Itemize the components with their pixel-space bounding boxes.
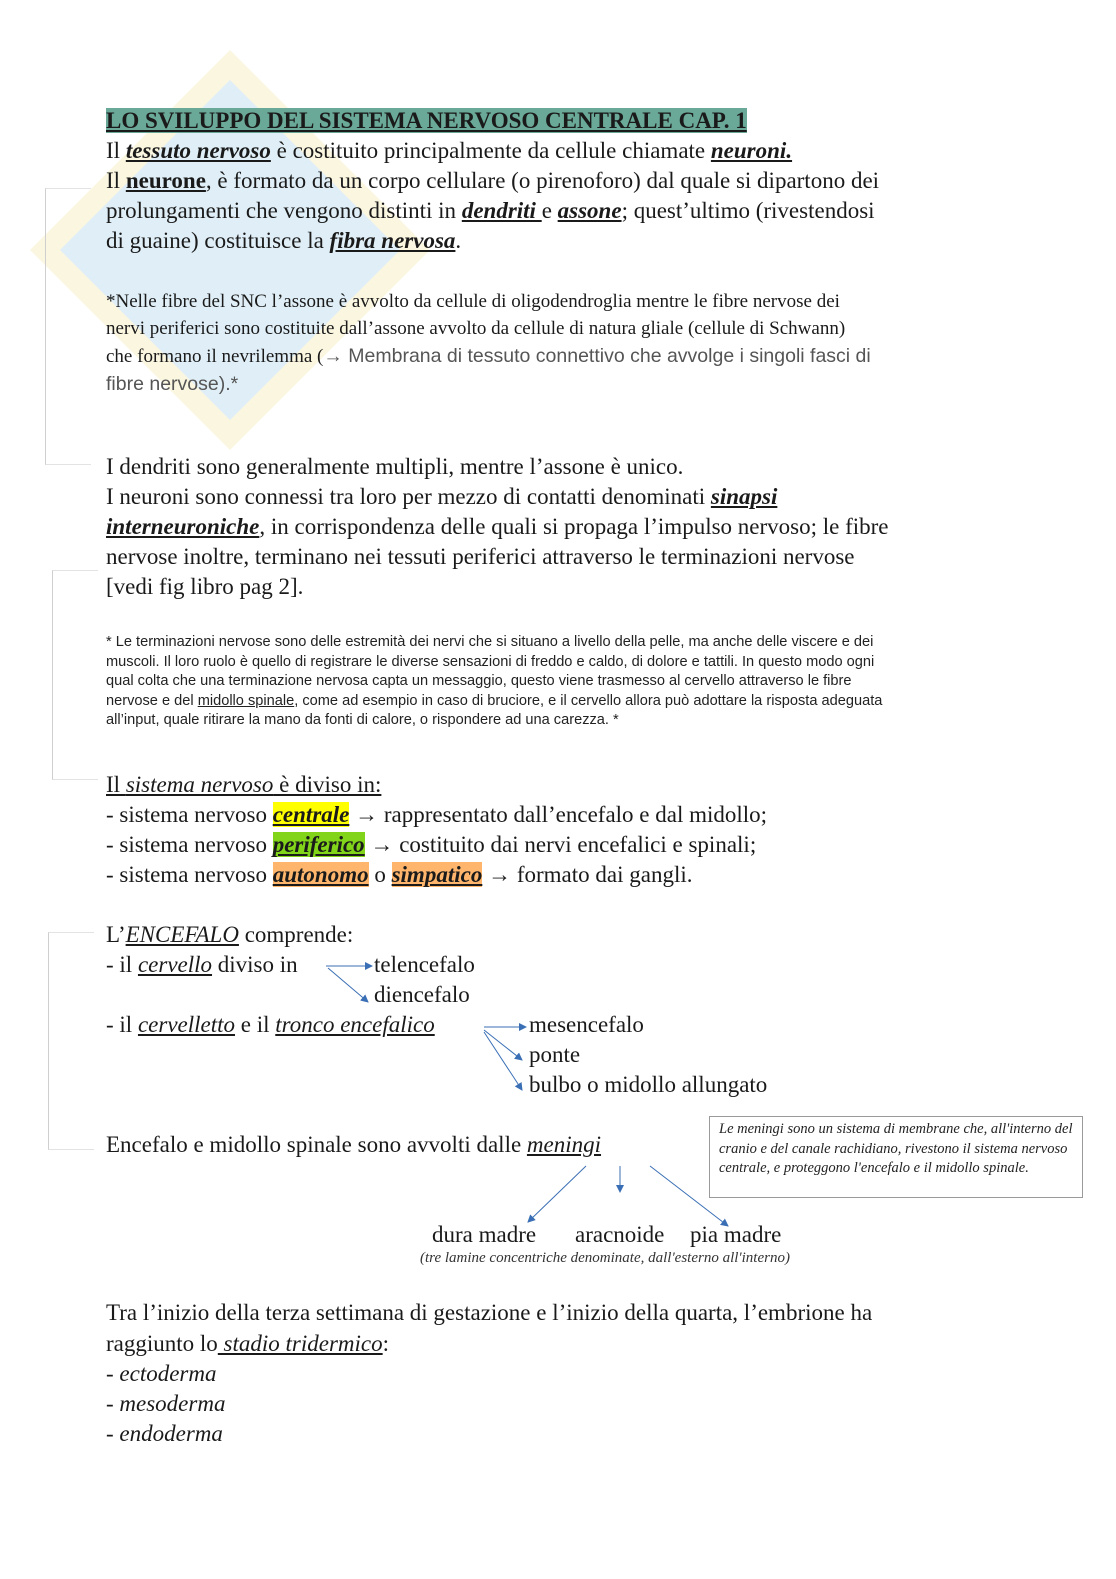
embrione-line1: Tra l’inizio della terza settimana di gestazione e l’inizio della quarta, l’embrione ha [106, 1300, 873, 1325]
note2-line4: nervose e del midollo spinale, come ad esempio in caso di bruciore, e il cervello allora può adottare la risposta adeguata [106, 693, 883, 709]
note2-line3: qual colta che una terminazione nervosa capta un messaggio, questo viene trasmesso al cervello attraverso le fibre [106, 673, 852, 689]
arrow-to-bulbo [484, 1032, 522, 1090]
note1-line1: *Nelle fibre del SNC l’assone è avvolto da cellule di oligodendroglia mentre le fibre nervose dei [106, 291, 840, 312]
meninge-aracnoide: aracnoide [575, 1222, 665, 1247]
arrow-to-dura-madre [528, 1166, 586, 1222]
para1-line1: Il tessuto nervoso è costituito principalmente da cellule chiamate neuroni. [106, 138, 793, 163]
embrione-endoderma: - endoderma [106, 1421, 223, 1446]
para1-line2: Il neurone, è formato da un corpo cellulare (o pirenoforo) dal quale si dipartono dei [106, 168, 880, 193]
para1-line3: prolungamenti che vengono distinti in dendriti e assone; quest’ultimo (rivestendosi [106, 198, 875, 223]
embrione-mesoderma: - mesoderma [106, 1391, 226, 1416]
para2-line2: I neuroni sono connessi tra loro per mezzo di contatti denominati sinapsi [106, 484, 778, 509]
para2-line4: nervose inoltre, terminano nei tessuti periferici attraverso le terminazioni nervose [106, 544, 855, 569]
meningi-definition-box: Le meningi sono un sistema di membrane che, all'interno del cranio e del canale rachidiano, rivestono il sistema nervoso centrale, e proteggono l'encefalo e il midollo spinale. [709, 1116, 1083, 1198]
meningi-caption: (tre lamine concentriche denominate, dall'esterno all'interno) [420, 1250, 790, 1266]
para2-line1: I dendriti sono generalmente multipli, mentre l’assone è unico. [106, 454, 684, 479]
encefalo-heading: L’ENCEFALO comprende: [106, 922, 354, 947]
division-heading: Il sistema nervoso è diviso in: [106, 772, 382, 797]
meningi-line: Encefalo e midollo spinale sono avvolti dalle meningi [106, 1132, 602, 1157]
encefalo-ponte: ponte [529, 1042, 581, 1067]
division-row-autonomic: - sistema nervoso autonomo o simpatico → formato dai gangli. [106, 862, 693, 887]
page-title: LO SVILUPPO DEL SISTEMA NERVOSO CENTRALE CAP. 1 [106, 108, 747, 133]
meninge-pia-madre: pia madre [690, 1222, 782, 1247]
para1-line4: di guaine) costituisce la fibra nervosa. [106, 228, 462, 253]
note2-line2: muscoli. Il loro ruolo è quello di registrare le diverse sensazioni di freddo e caldo, di dolore e tattili. In questo modo ogni [106, 654, 875, 670]
encefalo-mesencefalo: mesencefalo [529, 1012, 644, 1037]
encefalo-cervelletto: - il cervelletto e il tronco encefalico [106, 1012, 435, 1037]
note2-line5: all’input, quale ritirare la mano da fonti di calore, o rispondere ad una carezza. * [106, 712, 619, 728]
encefalo-diencefalo: diencefalo [374, 982, 470, 1007]
encefalo-cervello: - il cervello diviso in [106, 952, 298, 977]
encefalo-bulbo: bulbo o midollo allungato [529, 1072, 768, 1097]
note1-line4: fibre nervose).* [106, 373, 239, 395]
division-row-peripheral: - sistema nervoso periferico → costituito dai nervi encefalici e spinali; [106, 832, 757, 857]
para2-line5: [vedi fig libro pag 2]. [106, 574, 304, 599]
encefalo-telencefalo: telencefalo [374, 952, 475, 977]
note2-line1: * Le terminazioni nervose sono delle estremità dei nervi che si situano a livello della pelle, ma anche delle viscere e dei [106, 634, 874, 650]
note1-line3: che formano il nevrilemma (→ Membrana di tessuto connettivo che avvolge i singoli fasci di [106, 345, 871, 367]
arrow-to-diencefalo [328, 968, 368, 1002]
division-row-central: - sistema nervoso centrale → rappresentato dall’encefalo e dal midollo; [106, 802, 768, 827]
embrione-ectoderma: - ectoderma [106, 1361, 217, 1386]
para2-line3: interneuroniche, in corrispondenza delle quali si propaga l’impulso nervoso; le fibre [106, 514, 889, 539]
arrow-to-ponte [484, 1030, 522, 1060]
meninge-dura-madre: dura madre [432, 1222, 537, 1247]
note1-line2: nervi periferici sono costituite dall’assone avvolto da cellule di natura gliale (cellule di Schwann) [106, 318, 846, 339]
embrione-line2: raggiunto lo stadio tridermico: [106, 1331, 390, 1356]
